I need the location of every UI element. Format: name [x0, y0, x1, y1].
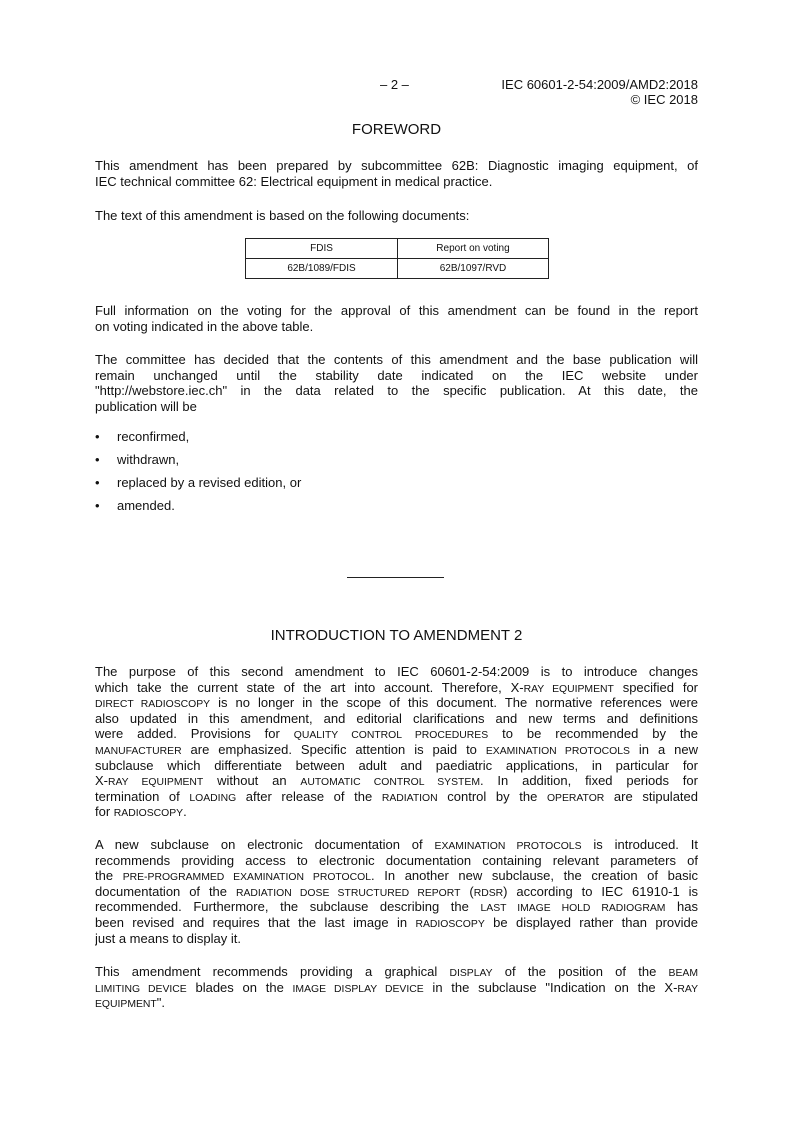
defined-term: RADIOSCOPY: [415, 918, 485, 930]
foreword-paragraph-2: [95, 208, 698, 224]
text-line: [95, 726, 698, 742]
introduction-paragraph-2: [95, 837, 698, 946]
text-run: are stipulated: [604, 788, 698, 804]
text-run: subclause which differentiate between adult and paediatric applications, in particular for: [95, 757, 698, 773]
text-run: Full information on the voting for the approval of this amendment can be found in the report: [95, 303, 698, 318]
text-line: [95, 352, 698, 368]
bullet-icon: •: [95, 498, 100, 513]
defined-term: LAST IMAGE HOLD RADIOGRAM: [480, 903, 666, 915]
text-run: . In another new subclause, the creation of basic: [371, 868, 698, 884]
bullet-icon: •: [95, 452, 100, 467]
defined-term: EXAMINATION PROTOCOLS: [485, 745, 630, 757]
defined-term: AUTOMATIC CONTROL SYSTEM: [300, 777, 480, 789]
text-run: publication will be: [95, 398, 197, 414]
text-run: is no longer in the scope of this document. The normative references were: [210, 695, 698, 711]
text-line: [95, 399, 698, 415]
text-run: for: [95, 804, 114, 820]
text-run: A new subclause on electronic documentation of: [95, 837, 435, 852]
text-line: [95, 884, 698, 900]
text-run: recommended. Furthermore, the subclause describing the: [95, 899, 481, 915]
text-run: of the position of the: [492, 964, 669, 979]
defined-term: EQUIPMENT: [95, 999, 157, 1011]
text-line: [95, 368, 698, 384]
defined-term: LIMITING DEVICE: [95, 983, 187, 995]
bullet-icon: •: [95, 475, 100, 490]
text-run: been revised and requires that the last image in: [95, 914, 416, 930]
text-run: "http://webstore.iec.ch" in the data related to the specific publication. At this date, the: [95, 383, 698, 399]
text-run: This amendment recommends providing a graphical: [95, 964, 450, 979]
defined-term: MANUFACTURER: [95, 745, 182, 757]
text-line: [95, 303, 698, 319]
text-line: [95, 773, 698, 789]
text-run: be displayed rather than provide: [484, 914, 698, 930]
bullet-text: amended.: [117, 498, 175, 513]
defined-term: IMAGE DISPLAY DEVICE: [292, 983, 424, 995]
text-run: The purpose of this second amendment to IEC 60601-2-54:2009 is to introduce changes: [95, 664, 698, 679]
bullet-text: replaced by a revised edition, or: [117, 475, 302, 490]
defined-term: RAY EQUIPMENT: [108, 777, 204, 789]
text-run: control by the: [437, 788, 547, 804]
foreword-paragraph-4: [95, 352, 698, 414]
text-line: [95, 680, 698, 696]
text-run: termination of: [95, 788, 190, 804]
text-run: IEC technical committee 62: Electrical equipment in medical practice.: [95, 173, 493, 189]
section-divider: [347, 577, 444, 578]
defined-term: RADIATION DOSE STRUCTURED REPORT: [235, 887, 461, 899]
introduction-paragraph-1: [95, 664, 698, 820]
text-line: [95, 964, 698, 980]
introduction-title: INTRODUCTION TO AMENDMENT 2: [270, 627, 523, 644]
text-line: [95, 804, 698, 820]
text-line: [95, 995, 698, 1011]
copyright: © IEC 2018: [630, 92, 698, 107]
text-run: without an: [203, 773, 301, 789]
text-line: [95, 664, 698, 680]
text-run: This amendment has been prepared by subcommittee 62B: Diagnostic imaging equipment, of: [95, 158, 698, 173]
text-line: [95, 853, 698, 869]
text-run: after release of the: [236, 788, 382, 804]
defined-term: DIRECT RADIOSCOPY: [95, 699, 211, 711]
table-header-cell: Report on voting: [398, 239, 549, 259]
text-run: .: [183, 804, 187, 820]
text-run: X-: [95, 773, 108, 789]
text-run: in the subclause "Indication on the X-: [423, 979, 678, 995]
defined-term: RADIATION: [381, 792, 438, 804]
text-run: the: [95, 868, 123, 884]
text-line: [95, 758, 698, 774]
table-cell: 62B/1097/RVD: [398, 259, 549, 279]
text-run: to be recommended by the: [488, 726, 698, 742]
text-run: just a means to display it.: [95, 930, 241, 946]
defined-term: DISPLAY: [449, 968, 493, 979]
text-run: on voting indicated in the above table.: [95, 318, 314, 334]
text-run: (: [460, 883, 474, 899]
text-run: The text of this amendment is based on the following documents:: [95, 208, 470, 223]
bullet-text: withdrawn,: [117, 452, 180, 467]
text-run: remain unchanged until the stability date indicated on the IEC website under: [95, 367, 698, 383]
defined-term: OPERATOR: [546, 792, 605, 804]
table-row: [246, 259, 549, 279]
text-line: [95, 899, 698, 915]
text-run: The committee has decided that the contents of this amendment and the base publication will: [95, 352, 698, 367]
text-line: [95, 695, 698, 711]
text-run: recommends providing access to electronic documentation containing relevant parameters of: [95, 852, 698, 868]
text-line: [95, 711, 698, 727]
defined-term: RDSR: [473, 887, 504, 899]
foreword-paragraph-1: [95, 158, 698, 189]
documents-table: [245, 238, 549, 279]
defined-term: LOADING: [189, 792, 237, 804]
text-line: [95, 931, 698, 947]
table-cell: 62B/1089/FDIS: [246, 259, 398, 279]
text-run: specified for: [613, 679, 698, 695]
page-number: – 2 –: [380, 77, 409, 92]
defined-term: EXAMINATION PROTOCOLS: [434, 841, 582, 852]
defined-term: RAY EQUIPMENT: [523, 683, 614, 695]
table-header-cell: FDIS: [246, 239, 398, 259]
text-run: documentation of the: [95, 883, 236, 899]
text-line: [95, 174, 698, 190]
foreword-paragraph-3: [95, 303, 698, 334]
document-id: IEC 60601-2-54:2009/AMD2:2018: [501, 77, 698, 92]
text-line: [95, 980, 698, 996]
introduction-paragraph-3: [95, 964, 698, 1011]
text-run: has: [665, 899, 698, 915]
defined-term: RAY: [677, 983, 698, 995]
text-run: . In addition, fixed periods for: [479, 773, 698, 789]
foreword-title: FOREWORD: [351, 121, 442, 138]
bullet-text: reconfirmed,: [117, 429, 190, 444]
text-run: were added. Provisions for: [95, 726, 294, 742]
text-line: [95, 319, 698, 335]
text-run: ".: [156, 995, 166, 1011]
defined-term: PRE-PROGRAMMED EXAMINATION PROTOCOL: [122, 872, 372, 884]
text-line: [95, 208, 698, 224]
text-line: [95, 383, 698, 399]
text-line: [95, 837, 698, 853]
defined-term: BEAM: [668, 968, 698, 979]
bullet-icon: •: [95, 429, 100, 444]
text-line: [95, 915, 698, 931]
text-line: [95, 789, 698, 805]
text-run: ) according to IEC 61910-1 is: [503, 883, 698, 899]
defined-term: RADIOSCOPY: [113, 808, 184, 820]
defined-term: QUALITY CONTROL PROCEDURES: [293, 730, 489, 742]
text-line: [95, 742, 698, 758]
table-header-row: [246, 239, 549, 259]
text-line: [95, 868, 698, 884]
text-run: is introduced. It: [581, 837, 698, 852]
text-run: in a new: [629, 741, 698, 757]
text-run: also updated in this amendment, and editorial clarifications and new terms and definitions: [95, 710, 698, 726]
text-run: are emphasized. Specific attention is paid to: [181, 741, 486, 757]
text-line: [95, 158, 698, 174]
text-run: which take the current state of the art into account. Therefore, X-: [95, 679, 524, 695]
text-run: blades on the: [186, 979, 293, 995]
